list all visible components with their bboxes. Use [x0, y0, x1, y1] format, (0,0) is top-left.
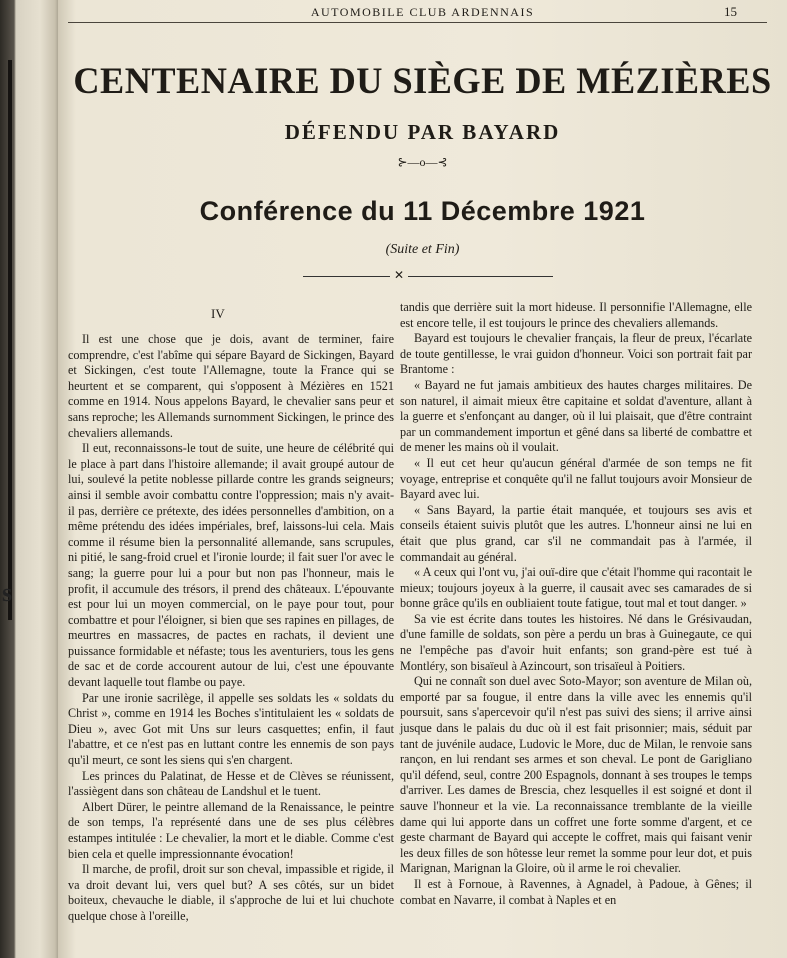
- right-text-column: [400, 300, 752, 908]
- paragraph: Sa vie est écrite dans toutes les histoires. Né dans le Grésivaudan, d'une famille de soldats, son père a perdu un bras à Guinegaute, ce qui ne l'empêche pas d'avoir huit enfants; son grand-père est tué à Montléry, son bisaïeul à Azincourt, son trisaïeul à Poitiers.: [400, 611, 752, 673]
- adjacent-page-edge: [0, 0, 60, 958]
- section-divider: [303, 276, 553, 277]
- paragraph: Il est à Fornoue, à Ravennes, à Agnadel, à Padoue, à Gênes; il combat en Navarre, il combat à Naples et en: [400, 876, 752, 907]
- paragraph: Qui ne connaît son duel avec Soto-Mayor; son aventure de Milan où, emporté par sa fougue, il entre dans la ville avec les ennemis qu'il poursuit, sans s'apercevoir qu'il n'est pas suivi des siens; il arrive ainsi jusque dans le palais du duc où il est fait prisonnier; mais, séduit par tant de juvénile audace, Ludovic le More, duc de Milan, le renvoie sans rançon, en lui rendant ses armes et son cheval. Le pont de Garigliano qu'il défend, seul, contre 200 Espagnols, donnant à ses troupes le temps d'arriver. Les dames de Brescia, chez lesquelles il est soigné et dont il sauve l'honneur et la vie. La reconnaissance tremblante de la vieille dame qui lui apporte dans un coffret une forte somme d'argent, et ce geste charmant de Bayard qui accepte le coffret, mais qui faisant venir les deux filles de son hôtesse leur remet la somme pour leur dot, et puis Marignan, Marignan la Gloire, où il arme le roi chevalier.: [400, 674, 752, 876]
- article-title: CENTENAIRE DU SIÈGE DE MÉZIÈRES: [73, 61, 772, 102]
- document-page: [58, 0, 787, 958]
- paragraph: Albert Dürer, le peintre allemand de la Renaissance, le peintre de son temps, l'a représenté dans une de ses plus célèbres estampes intitulée : Le chevalier, la mort et le diable. Comme c'est bien cela et quelle impressionnante évocation!: [68, 799, 394, 861]
- section-number: IV: [211, 306, 225, 321]
- adjacent-page-letter: s: [2, 578, 13, 607]
- binding-shadow: [8, 60, 12, 620]
- paragraph: Il eut, reconnaissons-le tout de suite, une heure de célébrité qui le place à part dans l'histoire allemande; il avait groupé autour de lui, soulevé la petite noblesse pillarde contre les grands seigneurs; ainsi il semble avoir combattu contre l'oppression; mais n'y avait-il pas, derrière ce prétexte, des idées personnelles d'ambition, on a même prétendu des idées impériales, bref, laissons-lui cela. Mais comme il résume bien la personnalité allemande, sans scrupules, ni pitié, le sang-froid cruel et l'ironie lourde; il fait suer l'or avec le sang; la guerre pour lui a pour but non pas l'honneur, mais le profit, il accumule des trésors, il prend des châteaux. L'épouvante est pour lui un moyen commercial, on le paye pour tout, pour combattre et pour l'éloigner, si bien que ses rapines en pillages, de meurtres en massacres, de pactes en rachats, il devient une puissance formidable et néfaste; tous les aventuriers, tous les gens de sac et de corde accourent autour de lui, c'est une épouvante devant laquelle tout flambe ou paye.: [68, 441, 394, 690]
- paragraph: Il est une chose que je dois, avant de terminer, faire comprendre, c'est l'abîme qui sépare Bayard de Sickingen, Bayard et Sickingen, c'est toute l'Allemagne, toute la France qui se heurtent et se comparent, qui s'opposent à Mézières en 1521 comme en 1914. Nous appelons Bayard, le chevalier sans peur et sans reproche; les Allemands surnomment Sickingen, le prince des chevaliers allemands.: [68, 332, 394, 440]
- title-ornament: ⊱—o—⊰: [397, 155, 448, 169]
- divider-mark: ✕: [390, 268, 408, 283]
- paragraph: « Il eut cet heur qu'aucun général d'armée de son temps ne fit voyage, entreprise et conquête qu'il ne fallut toujours avoir Monsieur de Bayard avec lui.: [400, 455, 752, 502]
- left-text-column: [68, 332, 394, 925]
- paragraph: « Bayard ne fut jamais ambitieux des hautes charges militaires. De son naturel, il aimait mieux être capitaine et soldat d'aventure, allant à la guerre et s'enfonçant au danger, où il lui plaisait, que d'être contraint par un commandement importun et gêné dans sa liberté de combattre et de mener les mains où il voulait.: [400, 377, 752, 455]
- paragraph: « A ceux qui l'ont vu, j'ai ouï-dire que c'était l'homme qui racontait le mieux; toujours joyeux à la guerre, il causait avec ses camarades de si bonne grâce qu'ils en oubliaient toute fatigue, tout mal et tout danger. »: [400, 565, 752, 611]
- paragraph: Bayard est toujours le chevalier français, la fleur de preux, l'écarlate de toute gentillesse, le vrai guidon d'honneur. Voici son portrait fait par Brantome :: [400, 331, 752, 377]
- conference-subtitle: (Suite et Fin): [385, 242, 460, 257]
- article-subtitle: DÉFENDU PAR BAYARD: [284, 120, 561, 144]
- paragraph: Par une ironie sacrilège, il appelle ses soldats les « soldats du Christ », comme en 1914 les Boches s'intitulaient les « soldats de Dieu », avec Got mit Uns sur leurs casquettes; enfin, il faut l'abattre, et ce n'est pas en luttant contre les ennemis de son pays qu'il meurt, ce sont les siens qui s'en chargent.: [68, 690, 394, 768]
- paragraph: Les princes du Palatinat, de Hesse et de Clèves se réunissent, l'assiègent dans son château de Landshul et le tuent.: [68, 768, 394, 799]
- paragraph: tandis que derrière suit la mort hideuse. Il personnifie l'Allemagne, elle est encore telle, il est toujours le prince des chevaliers allemands.: [400, 300, 752, 330]
- paragraph: Il marche, de profil, droit sur son cheval, impassible et rigide, il va droit devant lui, vers quel but? A ses côtés, sur un bidet boiteux, chevauche le diable, il s'approche de lui et lui chuchote quelque chose à l'oreille,: [68, 862, 394, 923]
- conference-title: Conférence du 11 Décembre 1921: [199, 196, 646, 226]
- paragraph: « Sans Bayard, la partie était manquée, et toujours ses avis et conseils étaient suivis plutôt que les autres. L'honneur ainsi ne lui en était que plus grand, car s'il ne commandait pas à l'armée, il commandait au général.: [400, 502, 752, 564]
- header-rule: [68, 22, 767, 23]
- page-number: 15: [724, 4, 737, 19]
- running-head: AUTOMOBILE CLUB ARDENNAIS: [310, 5, 535, 19]
